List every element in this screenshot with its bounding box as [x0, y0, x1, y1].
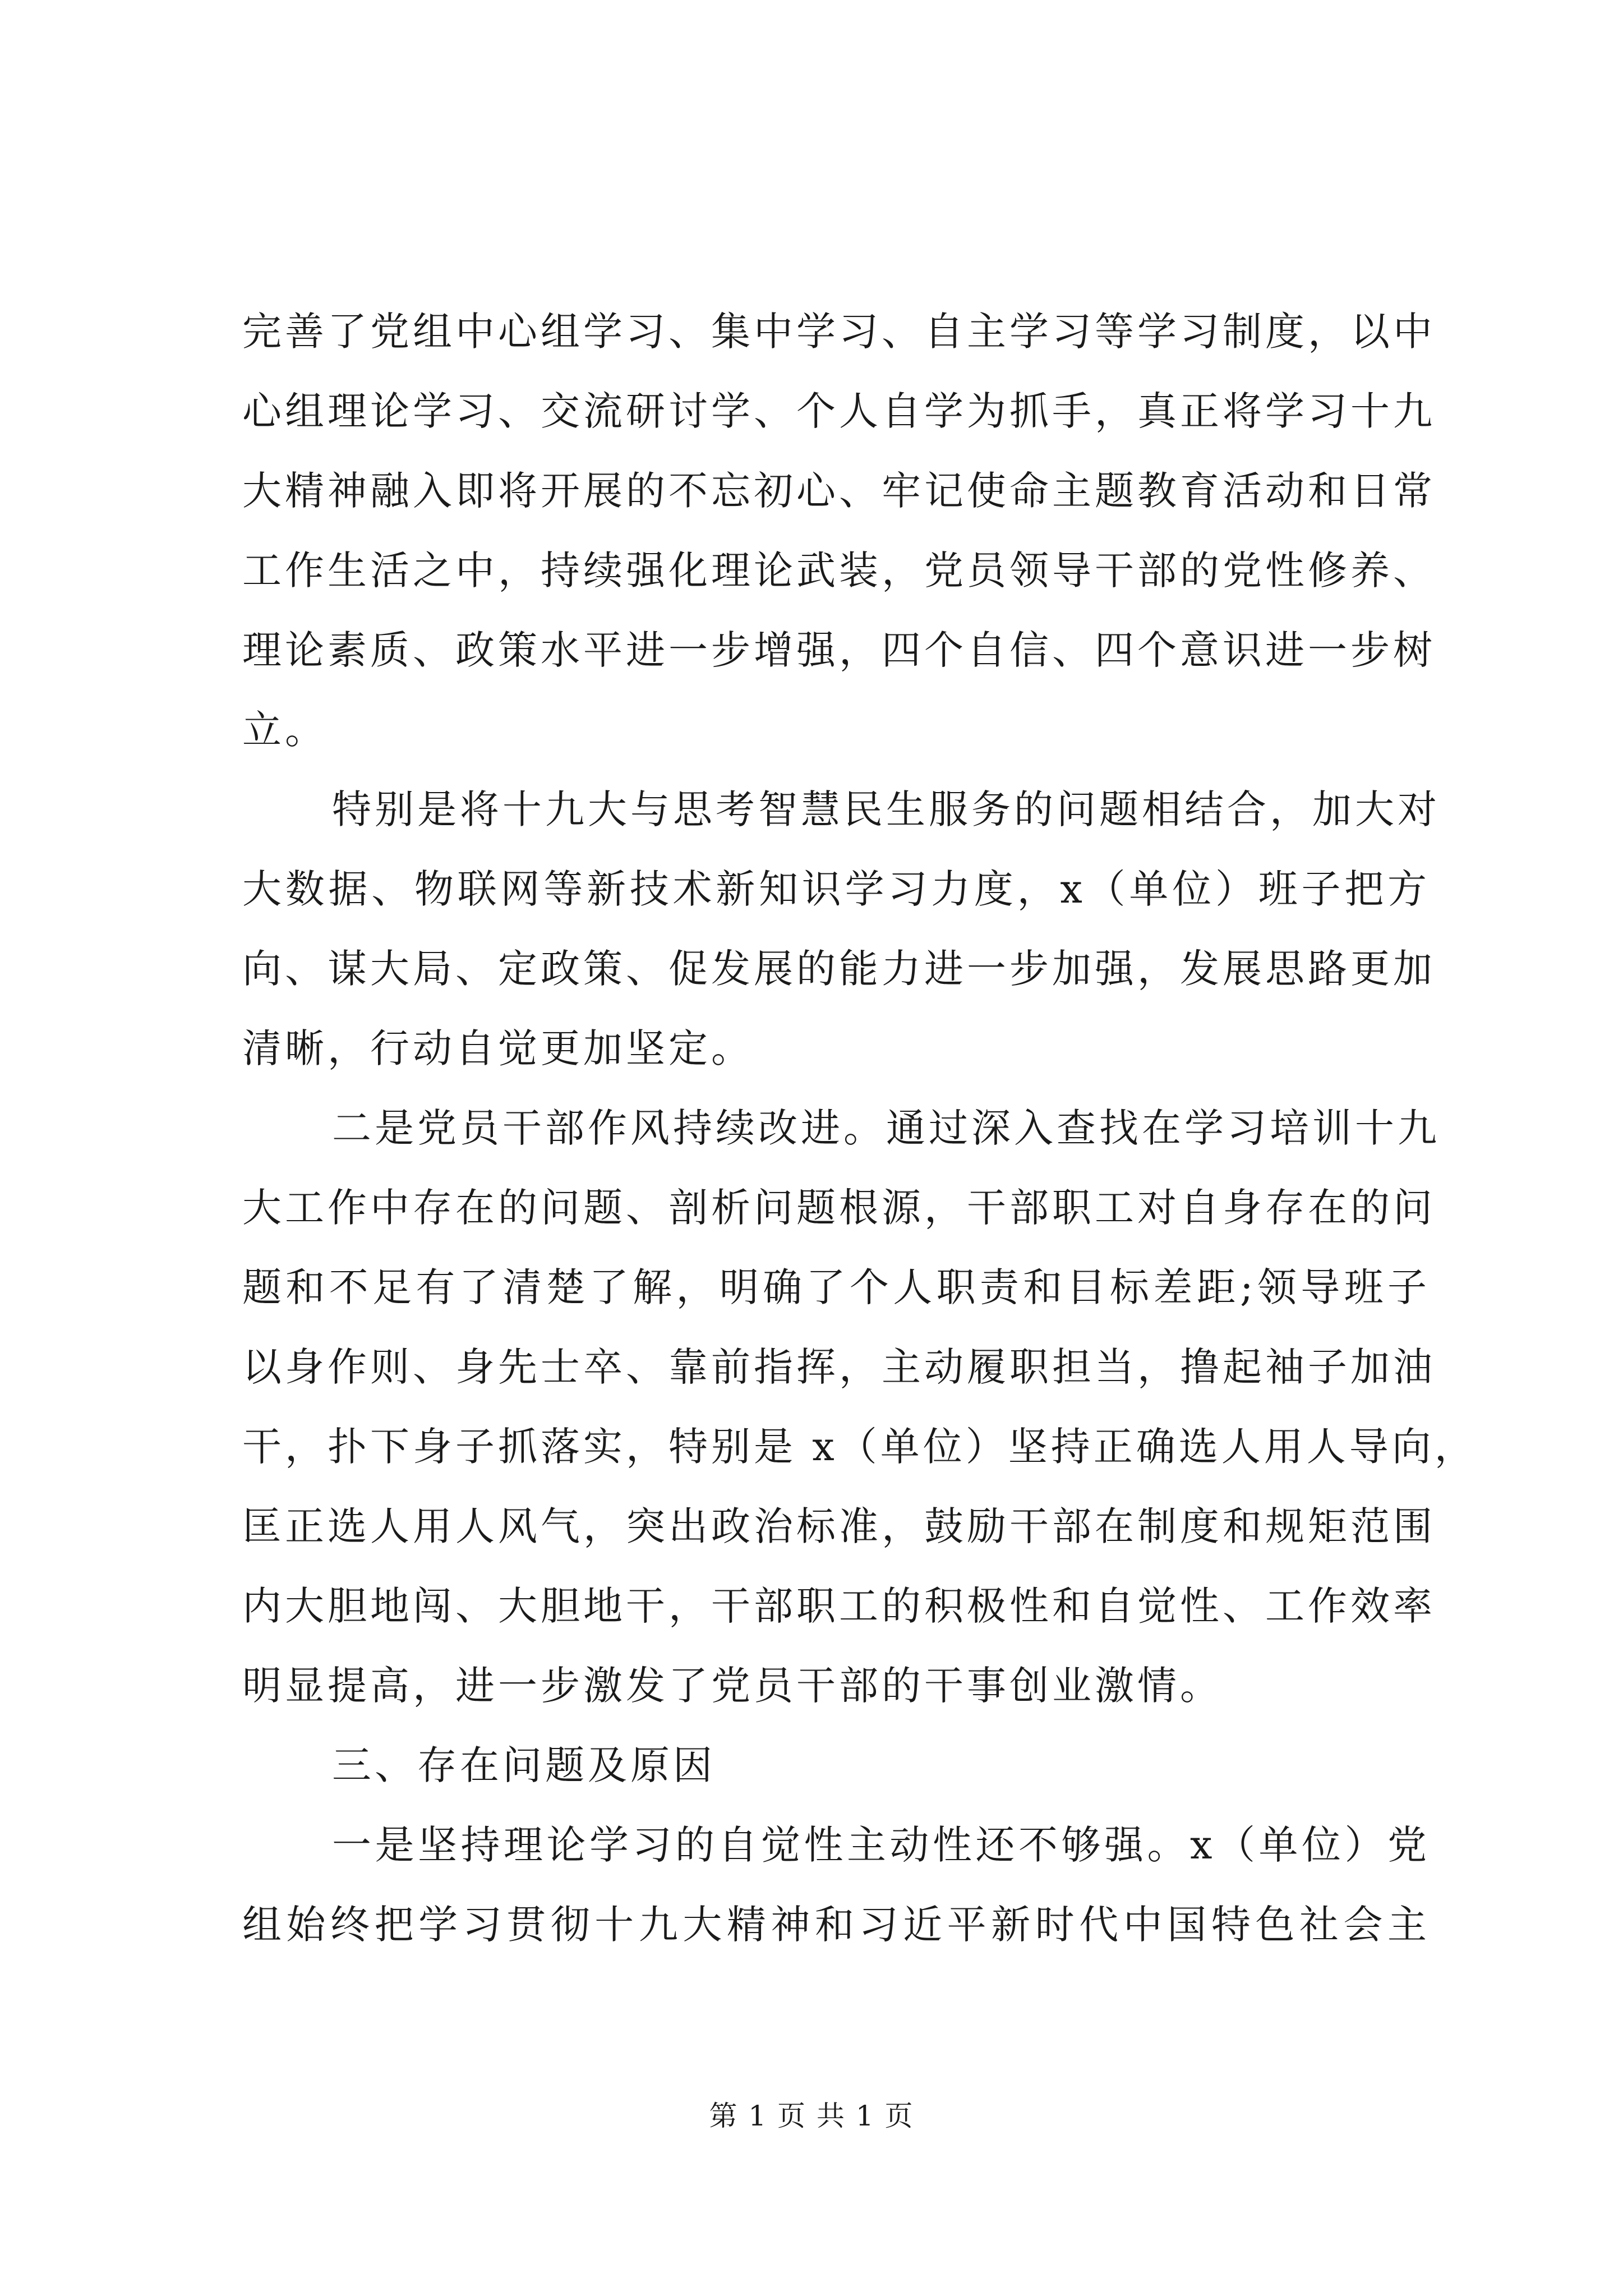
text-line: 一是坚持理论学习的自觉性主动性还不够强。x（单位）党 — [332, 1822, 1430, 1868]
text-line: 明显提高，进一步激发了党员干部的干事创业激情。 — [242, 1663, 1223, 1709]
text-line: 心组理论学习、交流研讨学、个人自学为抓手，真正将学习十九 — [242, 388, 1436, 434]
text-line: 匡正选人用人风气，突出政治标准，鼓励干部在制度和规矩范围 — [242, 1503, 1436, 1549]
text-line: 大工作中存在的问题、剖析问题根源，干部职工对自身存在的问 — [242, 1185, 1436, 1231]
text-line: 工作生活之中，持续强化理论武装，党员领导干部的党性修养、 — [242, 547, 1436, 593]
text-line: 以身作则、身先士卒、靠前指挥，主动履职担当，撸起袖子加油 — [242, 1344, 1436, 1390]
text-line: 完善了党组中心组学习、集中学习、自主学习等学习制度，以中 — [242, 309, 1436, 355]
text-line: 向、谋大局、定政策、促发展的能力进一步加强，发展思路更加 — [242, 946, 1436, 992]
text-line: 干，扑下身子抓落实，特别是 x（单位）坚持正确选人用人导向， — [242, 1424, 1477, 1470]
text-line: 理论素质、政策水平进一步增强，四个自信、四个意识进一步树 — [242, 627, 1436, 673]
paragraph-2 — [242, 770, 1440, 1088]
section-heading-text: 三、存在问题及原因 — [332, 1742, 716, 1788]
text-line: 题和不足有了清楚了解，明确了个人职责和目标差距;领导班子 — [242, 1264, 1430, 1310]
text-line: 大数据、物联网等新技术新知识学习力度，x（单位）班子把方 — [242, 866, 1430, 912]
text-line: 二是党员干部作风持续改进。通过深入查找在学习培训十九 — [332, 1105, 1440, 1151]
text-line: 清晰，行动自觉更加坚定。 — [242, 1025, 754, 1071]
paragraph-3 — [242, 1088, 1477, 1726]
text-line: 立。 — [242, 707, 328, 753]
paragraph-4 — [242, 1805, 1430, 1964]
page-number-label: 第 1 页 共 1 页 — [709, 2100, 914, 2132]
section-heading — [242, 1726, 1430, 1805]
document-body — [242, 292, 1477, 1964]
text-line: 内大胆地闯、大胆地干，干部职工的积极性和自觉性、工作效率 — [242, 1583, 1436, 1629]
text-line: 特别是将十九大与思考智慧民生服务的问题相结合，加大对 — [332, 786, 1440, 832]
page-footer — [0, 2099, 1623, 2133]
paragraph-1 — [242, 292, 1436, 770]
text-line: 组始终把学习贯彻十九大精神和习近平新时代中国特色社会主 — [242, 1902, 1430, 1948]
text-line: 大精神融入即将开展的不忘初心、牢记使命主题教育活动和日常 — [242, 468, 1436, 514]
